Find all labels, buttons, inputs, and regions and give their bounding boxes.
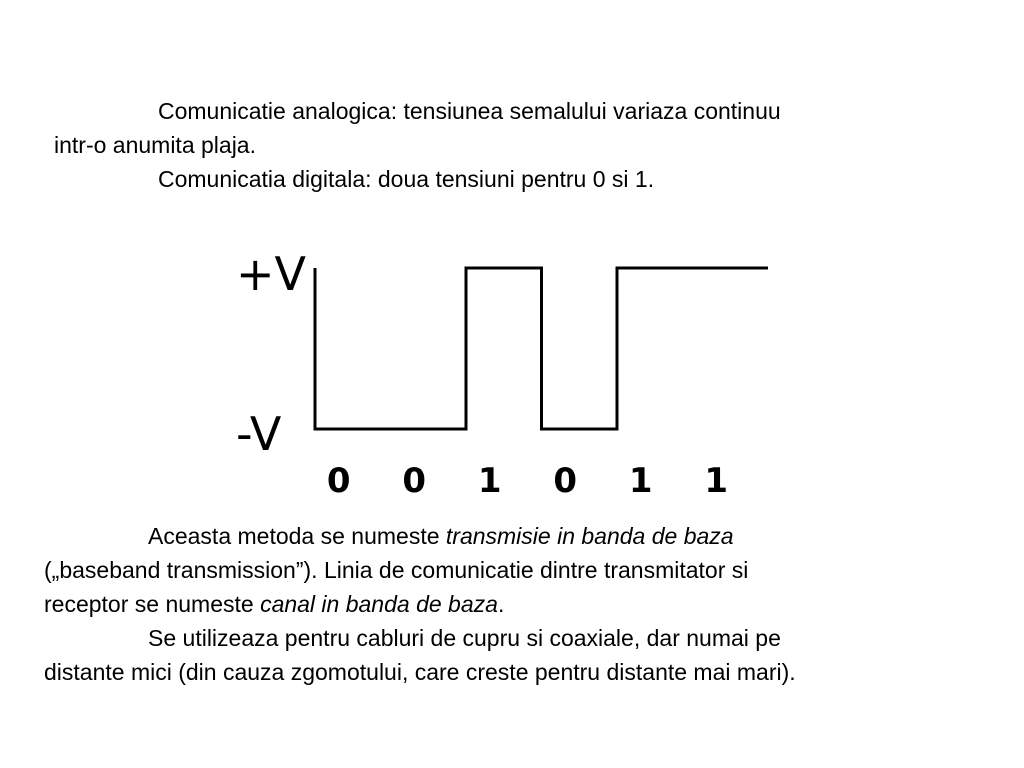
- bit-label: 1: [704, 461, 729, 501]
- baseband-english: („baseband transmission”). Linia de comunicatie dintre transmitator si: [44, 557, 749, 583]
- usage-line-1: Se utilizeaza pentru cabluri de cupru si coaxiale, dar numai pe: [148, 625, 781, 651]
- bit-label: 0: [553, 461, 578, 501]
- bit-label: 0: [402, 461, 427, 501]
- intro-line-analog-cont: intr-o anumita plaja.: [54, 132, 256, 158]
- baseband-sentence: [44, 519, 1004, 553]
- channel-sentence: [44, 587, 1004, 621]
- channel-intro: receptor se numeste: [44, 591, 261, 617]
- body-text: [44, 519, 1004, 689]
- bit-label: 0: [326, 461, 351, 501]
- high-voltage-label: +V: [236, 247, 307, 301]
- low-voltage-label: -V: [236, 407, 282, 461]
- usage-line-2: distante mici (din cauza zgomotului, care creste pentru distante mai mari).: [44, 659, 796, 685]
- baseband-term: transmisie in banda de baza: [445, 523, 734, 549]
- baseband-intro: Aceasta metoda se numeste: [148, 523, 446, 549]
- intro-line-digital: Comunicatia digitala: doua tensiuni pentru 0 si 1.: [158, 166, 655, 192]
- channel-end: .: [497, 591, 505, 617]
- signal-waveform: [315, 268, 768, 429]
- bit-label: 1: [628, 461, 653, 501]
- channel-term: canal in banda de baza: [260, 591, 498, 617]
- intro-line-analog: Comunicatie analogica: tensiunea semalului variaza continuu: [158, 98, 781, 124]
- bit-labels: [327, 461, 728, 501]
- bit-label: 1: [477, 461, 502, 501]
